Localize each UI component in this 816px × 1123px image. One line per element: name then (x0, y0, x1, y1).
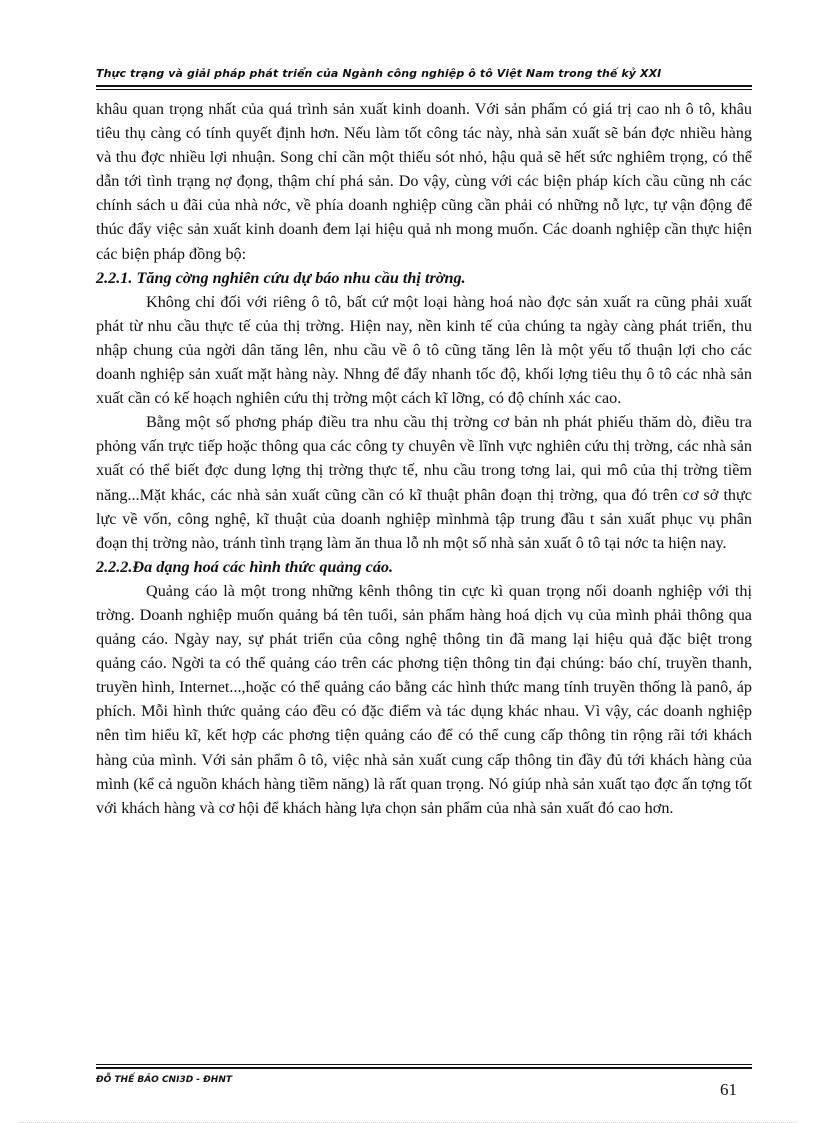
running-header: Thực trạng và giải pháp phát triển của Ngành công nghiệp ô tô Việt Nam trong thế kỷ XXI (96, 67, 662, 80)
paragraph: Quảng cáo là một trong những kênh thông tin cực kì quan trọng nối doanh nghiệp với thị trờng. Doanh nghiệp muốn quảng bá tên tuổi, sản phẩm hàng hoá dịch vụ của mình phải thông qua quảng cáo. Ngày nay, sự phát triển của công nghệ thông tin đã mang lại hiệu quả đặc biệt trong quảng cáo. Ngời ta có thể quảng cáo trên các phơng tiện thông tin đại chúng: báo chí, truyền thanh, truyền hình, Internet...,hoặc có thể quảng cáo bằng các hình thức mang tính truyền thống là panô, áp phích. Mỗi hình thức quảng cáo đều có đặc điểm và tác dụng khác nhau. Vì vậy, các doanh nghiệp nên tìm hiểu kĩ, kết hợp các phơng tiện quảng cáo để có thể cung cấp thông tin rộng rãi tới khách hàng của mình. Với sản phẩm ô tô, việc nhà sản xuất cung cấp thông tin đầy đủ tới khách hàng của mình (kể cả nguồn khách hàng tiềm năng) là rất quan trọng. Nó giúp nhà sản xuất tạo đợc ấn tợng tốt với khách hàng và cơ hội để khách hàng lựa chọn sản phẩm của nhà sản xuất đó cao hơn. (96, 581, 752, 817)
section-heading: 2.2.1. Tăng cờng nghiên cứu dự báo nhu cầu thị trờng. (96, 268, 466, 287)
header-rule-thin (96, 89, 752, 90)
footer-rule-thick (96, 1067, 752, 1069)
header-rule-thick (96, 85, 752, 87)
footer-author: ĐỖ THẾ BẢO CNI3D - ĐHNT (96, 1075, 232, 1085)
paragraph: Bằng một số phơng pháp điều tra nhu cầu thị trờng cơ bản nh phát phiếu thăm dò, điều tra phỏng vấn trực tiếp hoặc thông qua các công ty chuyên về lĩnh vực nghiên cứu thị trờng, các nhà sản xuất có thể biết đợc dung lợng thị trờng thực tế, nhu cầu trong tơng lai, qui mô của thị trờng tiềm năng...Mặt khác, các nhà sản xuất cũng cần có kĩ thuật phân đoạn thị trờng, qua đó trên cơ sở thực lực về vốn, công nghệ, kĩ thuật của doanh nghiệp mìnhmà tập trung đầu t sản xuất phục vụ phân đoạn thị trờng nào, tránh tình trạng làm ăn thua lỗ nh một số nhà sản xuất ô tô tại nớc ta hiện nay. (96, 413, 752, 552)
section-heading: 2.2.2.Đa dạng hoá các hình thức quảng cáo. (96, 557, 394, 576)
paragraph: Không chỉ đối với riêng ô tô, bất cứ một loại hàng hoá nào đợc sản xuất ra cũng phải xuất phát từ nhu cầu thực tế của thị trờng. Hiện nay, nền kinh tế của chúng ta ngày càng phát triển, thu nhập chung của ngời dân tăng lên, nhu cầu về ô tô cũng tăng lên là một yếu tố thuận lợi cho các doanh nghiệp sản xuất mặt hàng này. Nhng để đẩy nhanh tốc độ, khối lợng tiêu thụ ô tô các nhà sản xuất cần có kế hoạch nghiên cứu thị trờng một cách kĩ lỡng, có độ chính xác cao. (96, 292, 752, 408)
paragraph: khâu quan trọng nhất của quá trình sản xuất kinh doanh. Với sản phẩm có giá trị cao nh ô tô, khâu tiêu thụ càng có tính quyết định hơn. Nếu làm tốt công tác này, nhà sản xuất sẽ bán đợc nhiều hàng và thu đợc nhiều lợi nhuận. Song chỉ cần một thiếu sót nhỏ, hậu quả sẽ hết sức nghiêm trọng, có thể dẫn tới tình trạng nợ đọng, thậm chí phá sản. Do vậy, cùng với các biện pháp kích cầu cũng nh các chính sách u đãi của nhà nớc, về phía doanh nghiệp cũng cần phải có những nỗ lực, tự vận động để thúc đẩy việc sản xuất kinh doanh đem lại hiệu quả nh mong muốn. Các doanh nghiệp cần thực hiện các biện pháp đồng bộ: (96, 100, 752, 263)
body-text (96, 97, 752, 820)
footer-rule-thin (96, 1064, 752, 1065)
page-number: 61 (720, 1080, 737, 1099)
